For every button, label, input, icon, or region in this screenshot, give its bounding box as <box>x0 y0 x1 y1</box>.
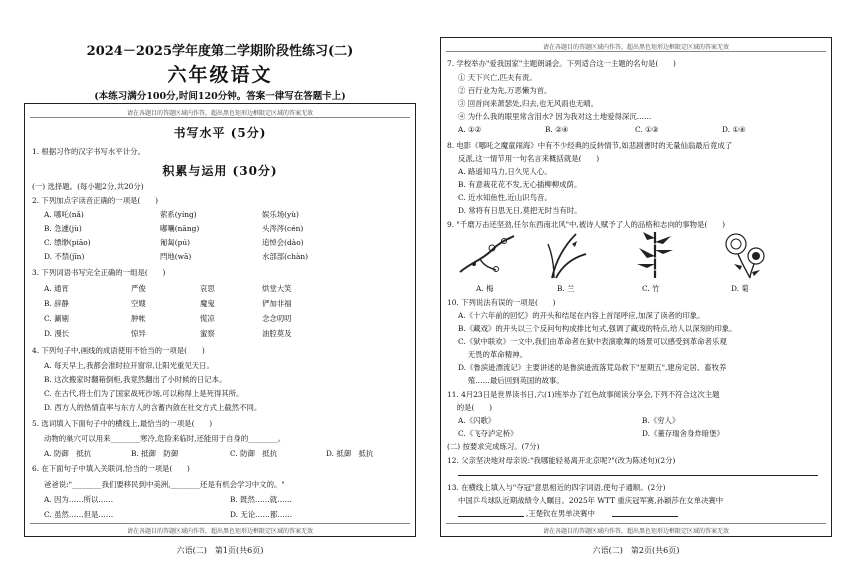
q3-c1: C. 涮剔 <box>44 314 69 323</box>
q2-d3: 水部部(chàn) <box>262 252 309 261</box>
q7-item-1: ① 天下兴亡,匹夫有责。 <box>458 73 537 82</box>
q2-a3: 娱乐场(yù) <box>262 210 299 219</box>
q6-option-c: C. 虽然……但是…… <box>44 510 114 519</box>
q13-line1: 中国乒乓球队近期战绩令人瞩目。2025年 WTT 重庆冠军赛,孙颖莎在女单决赛中 <box>458 496 724 505</box>
divider <box>30 117 410 118</box>
q3-b1: B. 辞静 <box>44 299 69 308</box>
orchid-picture <box>546 230 590 280</box>
q3-a4: 烘堂大笑 <box>262 284 292 293</box>
answer-warning-bottom-p2: 请在各题目的答题区域内作答，超出黑色矩形边框限定区域的答案无效 <box>542 528 729 535</box>
q2-b3: 头涔涔(cén) <box>262 224 304 233</box>
q3-c2: 肿帐 <box>131 314 146 323</box>
part2-heading: (二) 按要求完成练习。(7分) <box>447 442 540 451</box>
q2-c1: C. 缥缈(piāo) <box>44 238 91 247</box>
q2-stem: 2. 下列加点字读音正确的一项是( ) <box>32 196 159 205</box>
q2-c3: 追悼会(dào) <box>262 238 304 247</box>
q10-line-6: 殖……最后回到英国的故事。 <box>458 376 564 385</box>
q7-item-2: ② 百行业为先,万恶懒为首。 <box>458 86 552 95</box>
q3-a2: 严俊 <box>131 284 146 293</box>
q4-stem: 4. 下列句子中,画线的成语使用不恰当的一项是( ) <box>32 346 205 355</box>
q2-d1: D. 不禁(jīn) <box>44 252 85 261</box>
q12-text: 12. 父亲坚决地对母亲说:"我哪能轻易离开北京呢?"(改为陈述句)(2分) <box>447 456 676 465</box>
q7-stem: 7. 学校举办"爱我国家"主题朗诵会。下列适合这一主题的名句是( ) <box>447 59 676 68</box>
q6-option-b: B. 既然……就…… <box>230 495 292 504</box>
q6-option-d: D. 无论……都…… <box>230 510 293 519</box>
q3-d4: 油腔莫及 <box>262 329 292 338</box>
q7-option-d: D. ①④ <box>722 125 746 134</box>
q9-stem: 9. "千磨万击还坚劲,任尔东西南北风"中,被诗人赋予了人的品格和志向的事物是( ) <box>447 220 725 229</box>
q4-option-c: C. 在古代,将士们为了国家战死沙场,可以称得上是死得其所。 <box>44 389 244 398</box>
q5-option-b: B. 抵御 防御 <box>131 449 179 458</box>
q6-sentence: 爸爸说:"________我们要移民到中美洲,________还是有机会学习中文的。" <box>44 480 285 489</box>
divider <box>30 523 410 524</box>
q3-b3: 魔鬼 <box>200 299 215 308</box>
q3-d1: D. 漫长 <box>44 329 70 338</box>
q3-b4: 俨加非福 <box>262 299 292 308</box>
q11-option-d: D.《董存瑞舍身炸暗堡》 <box>642 429 724 438</box>
q8-stem-line1: 8. 电影《哪吒之魔童闹海》中有不少经典的反转情节,如悲剧書时的无量仙翁最后竟成了 <box>447 141 733 150</box>
q13-blank-1[interactable] <box>458 516 524 517</box>
q10-line-4: 无畏的革命精神。 <box>458 350 527 359</box>
q11-option-c: C.《飞夺泸定桥》 <box>458 429 518 438</box>
q3-c3: 慌凉 <box>200 314 215 323</box>
subject-title: 六年级语文 <box>167 64 273 86</box>
q4-option-b: B. 这次搬家时翻箱倒柜,我竟然翻出了小时候的日记本。 <box>44 375 227 384</box>
q3-stem: 3. 下列词语书写完全正确的一组是( ) <box>32 268 166 277</box>
q2-a1: A. 哪吒(nǎ) <box>44 210 84 219</box>
page2-footer: 六语(二) 第2页(共6页) <box>592 546 680 555</box>
q6-option-a: A. 因为……所以…… <box>44 495 114 504</box>
q11-stem-line2: 的是( ) <box>447 403 493 412</box>
q9-option-c: C. 竹 <box>642 284 660 293</box>
q11-option-a: A.《闪歌》 <box>458 416 496 425</box>
q3-b2: 空嫂 <box>131 299 146 308</box>
q13-line2-end: ,王楚钦在男单决赛中 <box>526 509 595 518</box>
q9-option-b: B. 兰 <box>557 284 575 293</box>
q2-a2: 萦系(yíng) <box>160 210 197 219</box>
q7-item-4: ④ 为什么我的眼里常含泪水? 因为我对这土地爱得深沉…… <box>458 112 652 121</box>
q10-line-3: C.《狱中联欢》一文中,我们由革命者在狱中表演歌舞的场景可以感受到革命者乐观 <box>458 337 727 346</box>
q2-b2: 嘟囔(nāng) <box>160 224 200 233</box>
part1-heading: (一) 选择题。(每小题2分,共20分) <box>32 182 144 191</box>
q13-stem: 13. 在横线上填入与"夺冠"意思相近的四字词语,使句子通顺。(2分) <box>447 483 666 492</box>
q5-stem: 5. 选词填入下面句子中的横线上,最恰当的一项是( ) <box>32 419 213 428</box>
answer-warning-top-p1: 请在各题目的答题区域内作答，超出黑色矩形边框限定区域的答案无效 <box>126 110 313 117</box>
bamboo-picture <box>633 230 677 280</box>
q9-option-d: D. 菊 <box>731 284 749 293</box>
q3-c4: 念念叨叨 <box>262 314 292 323</box>
answer-warning-top-p2: 请在各题目的答题区域内作答，超出黑色矩形边框限定区域的答案无效 <box>542 44 729 51</box>
divider <box>446 523 826 524</box>
writing-heading: 书写水平 (5分) <box>173 126 267 140</box>
q2-c2: 匍匐(pú) <box>160 238 191 247</box>
q7-option-c: C. ①③ <box>635 125 659 134</box>
q4-option-d: D. 西方人的热情直率与东方人的含蓄内敛在社交方式上截然不同。 <box>44 403 262 412</box>
q7-item-3: ③ 回首向来萧瑟处,归去,也无风雨也无晴。 <box>458 99 599 108</box>
q3-a1: A. 通宵 <box>44 284 69 293</box>
q4-option-a: A. 每天早上,我都会准时拉开窗帘,让阳光重见天日。 <box>44 361 214 370</box>
q2-d2: 閂地(wā) <box>160 252 192 261</box>
q8-stem-line2: 反派,这一情节用一句名言来概括就是( ) <box>458 154 600 163</box>
q5-sentence: 动物的巢穴可以用来________寒冷,危险来临时,还能用于自身的________。 <box>44 434 286 443</box>
q7-option-b: B. ②④ <box>545 125 569 134</box>
q12-answer-line[interactable] <box>458 475 818 476</box>
q8-option-c: C. 近水知鱼性,近山识鸟音。 <box>458 193 552 202</box>
q5-option-d: D. 抵御 抵抗 <box>326 449 374 458</box>
q8-option-d: D. 常将有日思无日,莫把无时当有时。 <box>458 206 582 215</box>
q2-b1: B. 急遽(jù) <box>44 224 82 233</box>
q7-option-a: A. ①② <box>458 125 482 134</box>
q11-stem-line1: 11. 4月23日是世界读书日,六(1)班举办了红色故事阅读分享会,下列不符合这次主题 <box>447 390 720 399</box>
q5-option-c: C. 防御 抵抗 <box>230 449 278 458</box>
q3-a3: 哀思 <box>200 284 215 293</box>
q3-d2: 惊异 <box>131 329 146 338</box>
q9-option-a: A. 梅 <box>476 284 494 293</box>
plum-blossom-picture <box>456 232 518 278</box>
page1-footer: 六语(二) 第1页(共6页) <box>176 546 264 555</box>
q6-stem: 6. 在下面句子中填入关联词,恰当的一项是( ) <box>32 464 190 473</box>
q11-option-b: B.《穷人》 <box>642 416 680 425</box>
q10-line-5: D.《鲁滨逊漂流记》主要讲述的是鲁滨逊流落荒岛救下"星期五",建房定居、畜牧养 <box>458 363 727 372</box>
divider <box>446 51 826 52</box>
accumulation-heading: 积累与运用 (30分) <box>162 164 278 178</box>
q1-text: 1. 根据习作的汉字书写水平计分。 <box>32 147 145 156</box>
q10-line-2: B.《藏戏》的开头以三个反问句构成排比句式,强调了藏戏的特点,给人以深刻的印象。 <box>458 324 737 333</box>
chrysanthemum-picture <box>716 230 772 280</box>
q10-stem: 10. 下列说法有误的一项是( ) <box>447 298 556 307</box>
q8-option-b: B. 有意栽花花不发,无心插柳柳成荫。 <box>458 180 582 189</box>
q3-d3: 蜜察 <box>200 329 215 338</box>
answer-warning-bottom-p1: 请在各题目的答题区域内作答，超出黑色矩形边框限定区域的答案无效 <box>126 528 313 535</box>
q13-blank-2[interactable] <box>612 516 678 517</box>
exam-instructions: (本练习满分100分,时间120分钟。答案一律写在答题卡上) <box>94 91 346 102</box>
q5-option-a: A. 防御 抵抗 <box>44 449 91 458</box>
q10-line-1: A.《十六年前的回忆》的开头和结尾在内容上首尾呼应,加深了读者的印象。 <box>458 311 705 320</box>
q8-option-a: A. 路遥知马力,日久见人心。 <box>458 167 552 176</box>
exam-title: 2024－2025学年度第二学期阶段性练习(二) <box>86 44 354 59</box>
